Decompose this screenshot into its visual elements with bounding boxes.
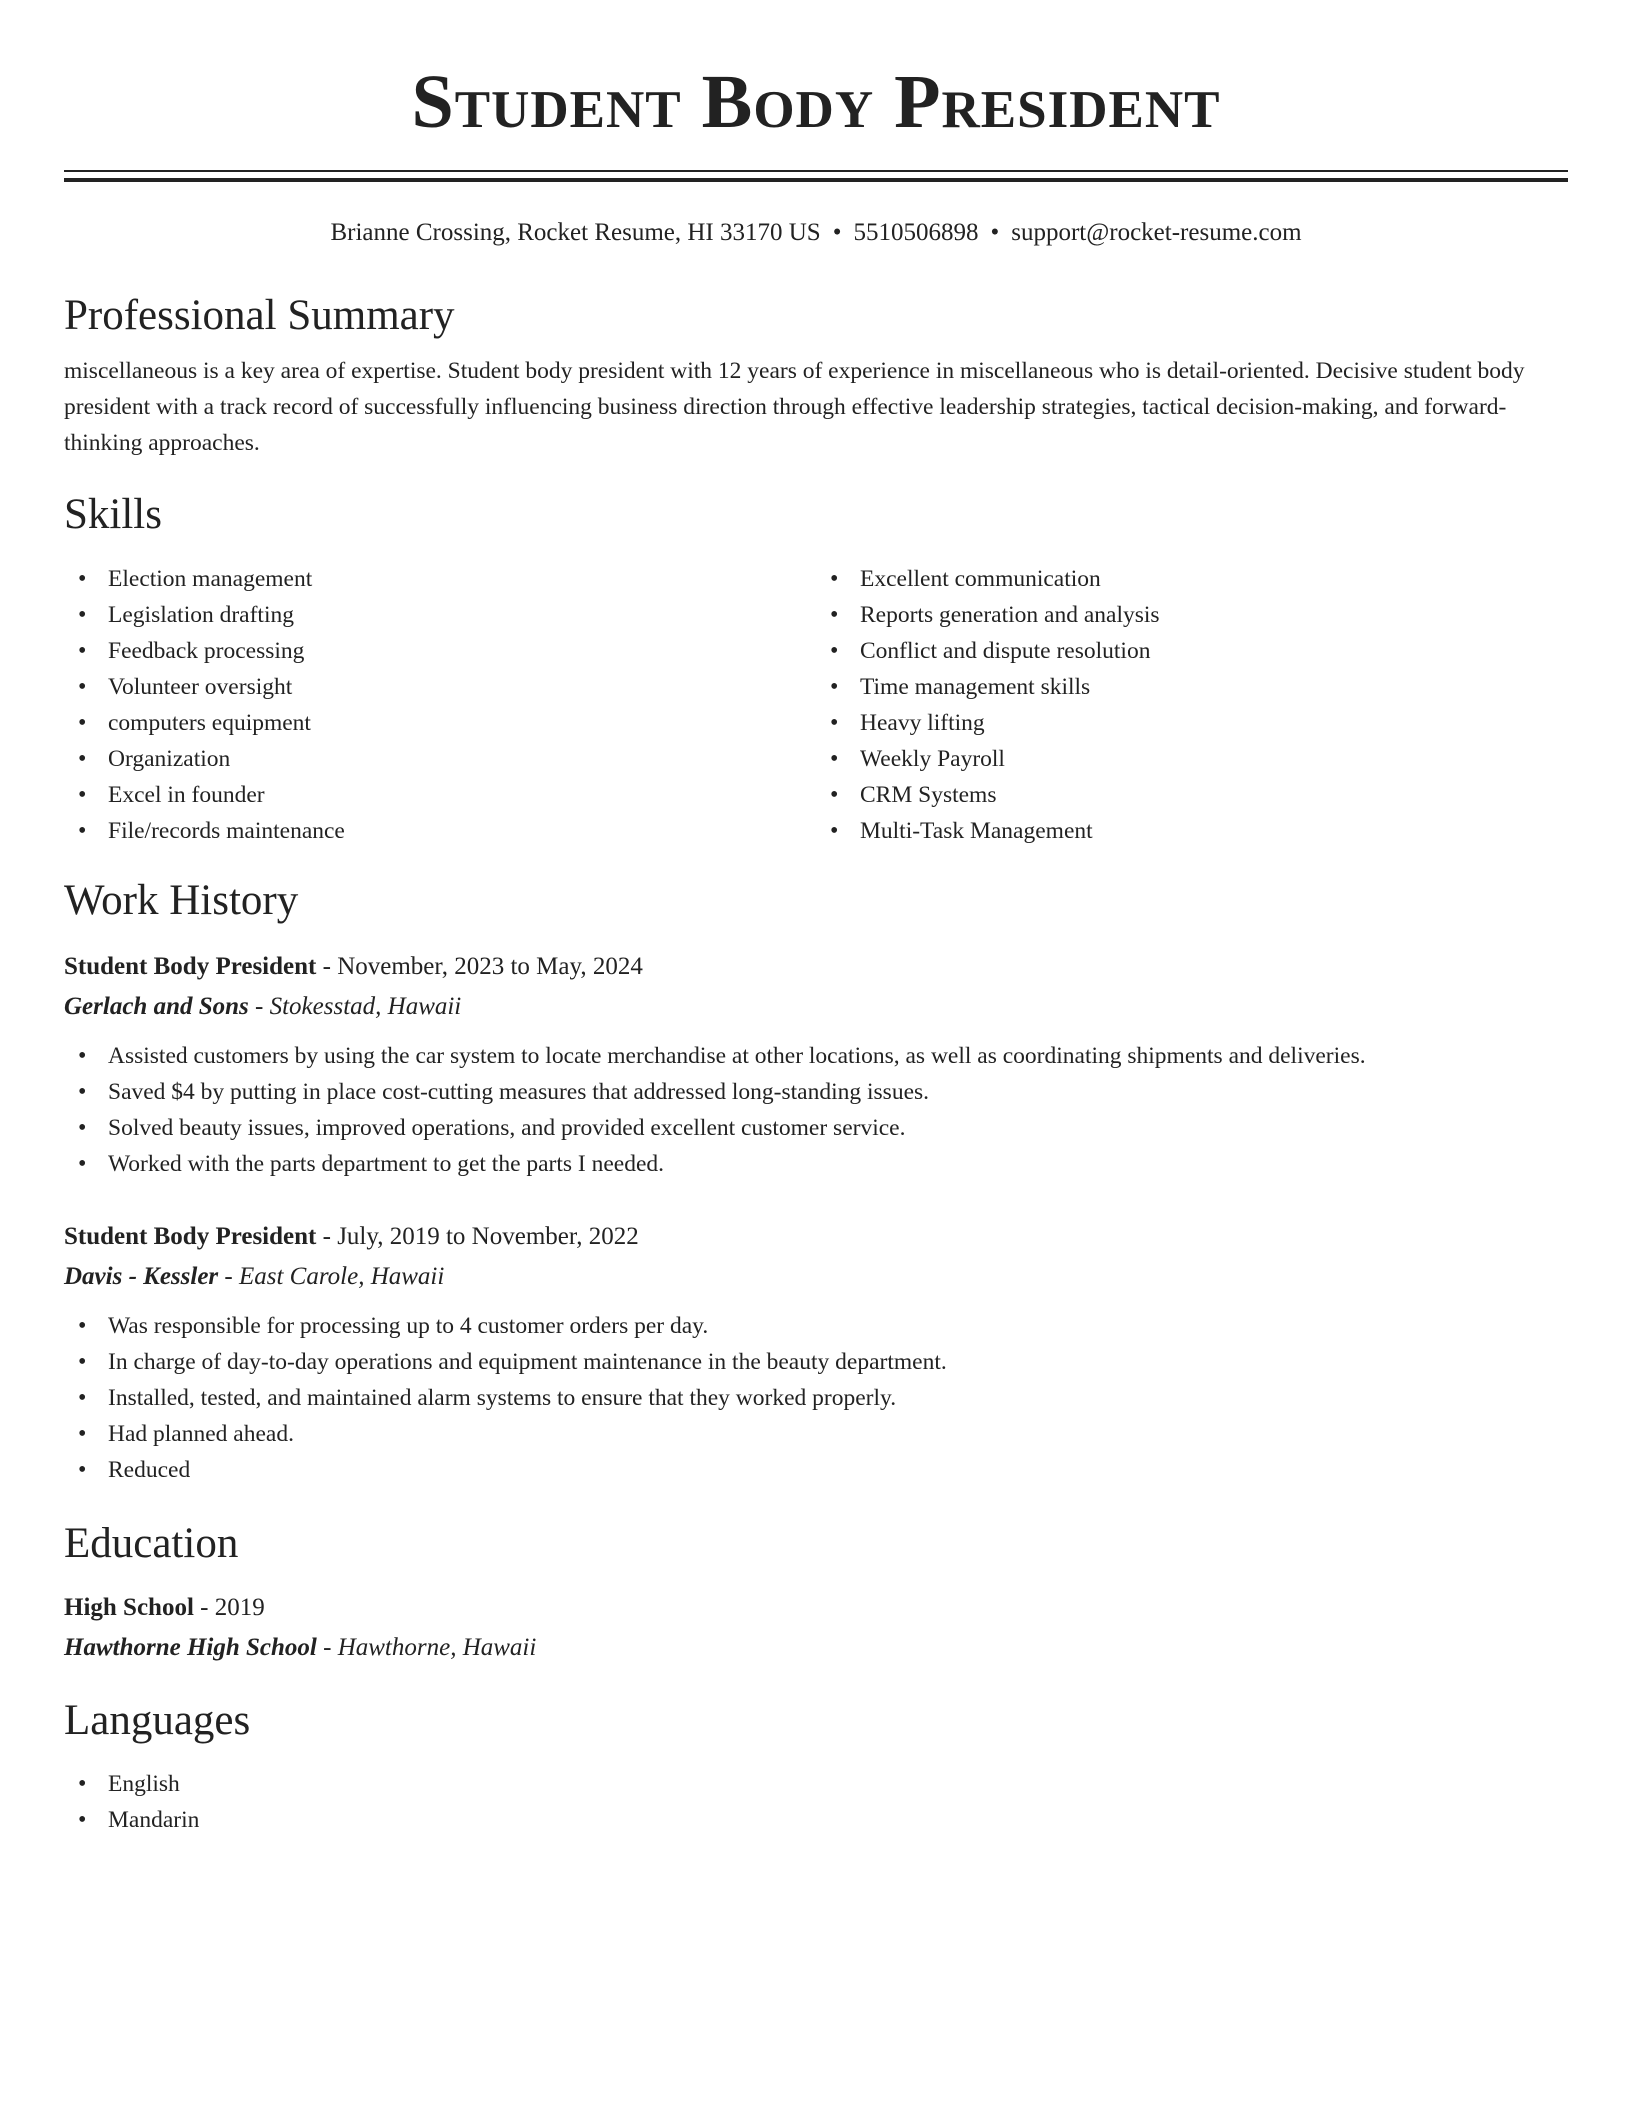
skill-item: • Organization [64, 741, 816, 777]
skills-column-left [64, 561, 816, 849]
contact-separator: • [990, 219, 1000, 246]
job-dates: July, 2019 to November, 2022 [337, 1222, 639, 1250]
job-title-line: Student Body President - November, 2023 to May, 2024 [64, 952, 643, 980]
job-title-line: Student Body President - July, 2019 to November, 2022 [64, 1222, 639, 1250]
contact-separator: • [832, 219, 842, 246]
job-location: Stokesstad, Hawaii [269, 992, 462, 1020]
skill-item: • Weekly Payroll [816, 741, 1568, 777]
job-dates: November, 2023 to May, 2024 [337, 952, 643, 980]
job-bullet: • Saved $4 by putting in place cost-cutting measures that addressed long-standing issues. [64, 1074, 1568, 1110]
education-heading: Education [64, 1519, 239, 1567]
skill-item: • Feedback processing [64, 633, 816, 669]
job-bullet: • Reduced [64, 1452, 1568, 1488]
summary-heading: Professional Summary [64, 292, 455, 339]
education-location: Hawthorne, Hawaii [337, 1634, 537, 1662]
job-company: Gerlach and Sons [64, 992, 249, 1020]
skill-item: • Reports generation and analysis [816, 597, 1568, 633]
contact-address: Brianne Crossing, Rocket Resume, HI 33170 US [330, 219, 821, 246]
work-history-heading: Work History [64, 876, 299, 924]
languages-list [64, 1766, 1568, 1838]
work-history-section [64, 877, 1568, 1488]
job-title: Student Body President [64, 1222, 317, 1250]
job-entry [64, 950, 1568, 1182]
education-entry [64, 1591, 1568, 1665]
job-entry [64, 1220, 1568, 1488]
skills-list-left [64, 561, 816, 849]
job-bullets [64, 1308, 1568, 1488]
education-year: 2019 [214, 1594, 265, 1622]
skill-item: • File/records maintenance [64, 813, 816, 849]
header-divider-thin [64, 170, 1568, 172]
education-degree-line: High School - 2019 [64, 1594, 265, 1622]
skill-item: • Legislation drafting [64, 597, 816, 633]
job-bullets [64, 1038, 1568, 1182]
job-bullet: • Had planned ahead. [64, 1416, 1568, 1452]
skills-list-right [816, 561, 1568, 849]
skill-item: • Excel in founder [64, 777, 816, 813]
language-item: • English [64, 1766, 1568, 1802]
job-company-line: Gerlach and Sons - Stokesstad, Hawaii [64, 992, 462, 1020]
job-bullet: • Installed, tested, and maintained alarm systems to ensure that they worked properly. [64, 1380, 1568, 1416]
contact-line [64, 218, 1568, 248]
job-bullet: • Assisted customers by using the car system to locate merchandise at other locations, as well as coordinating shipments and deliveries. [64, 1038, 1568, 1074]
skills-section [64, 491, 1568, 848]
job-bullet: • Solved beauty issues, improved operations, and provided excellent customer service. [64, 1110, 1568, 1146]
job-bullet: • Worked with the parts department to get the parts I needed. [64, 1146, 1568, 1182]
education-school-line: Hawthorne High School - Hawthorne, Hawaii [64, 1634, 537, 1662]
header-divider [64, 170, 1568, 182]
skill-item: • Election management [64, 561, 816, 597]
languages-heading: Languages [64, 1697, 251, 1745]
job-location: East Carole, Hawaii [238, 1262, 445, 1290]
summary-section [64, 292, 1568, 461]
job-bullet: • Was responsible for processing up to 4 customer orders per day. [64, 1308, 1568, 1344]
header-divider-thick [64, 178, 1568, 182]
education-section [64, 1520, 1568, 1665]
skill-item: • computers equipment [64, 705, 816, 741]
contact-phone: 5510506898 [853, 219, 979, 246]
skill-item: • Volunteer oversight [64, 669, 816, 705]
education-degree: High School [64, 1594, 194, 1622]
job-company-line: Davis - Kessler - East Carole, Hawaii [64, 1262, 445, 1290]
skill-item: • Excellent communication [816, 561, 1568, 597]
skill-item: • CRM Systems [816, 777, 1568, 813]
skills-heading: Skills [64, 491, 162, 539]
job-title: Student Body President [64, 952, 317, 980]
candidate-name: Student Body President [411, 60, 1221, 144]
languages-section [64, 1697, 1568, 1838]
skills-column-right [816, 561, 1568, 849]
skill-item: • Heavy lifting [816, 705, 1568, 741]
skill-item: • Time management skills [816, 669, 1568, 705]
skill-item: • Multi-Task Management [816, 813, 1568, 849]
education-school: Hawthorne High School [64, 1634, 317, 1662]
job-bullet: • In charge of day-to-day operations and equipment maintenance in the beauty department. [64, 1344, 1568, 1380]
job-company: Davis - Kessler [64, 1262, 219, 1290]
contact-email: support@rocket-resume.com [1011, 219, 1302, 246]
summary-text: miscellaneous is a key area of expertise. Student body president with 12 years of experience in miscellaneous who is detail-oriented. Decisive student body president with a track record of successfully influencing business direction through effective leadership strategies, tactical decision-making, and forward-thinking approaches. [64, 358, 1525, 457]
skill-item: • Conflict and dispute resolution [816, 633, 1568, 669]
language-item: • Mandarin [64, 1802, 1568, 1838]
skills-grid [64, 561, 1568, 849]
